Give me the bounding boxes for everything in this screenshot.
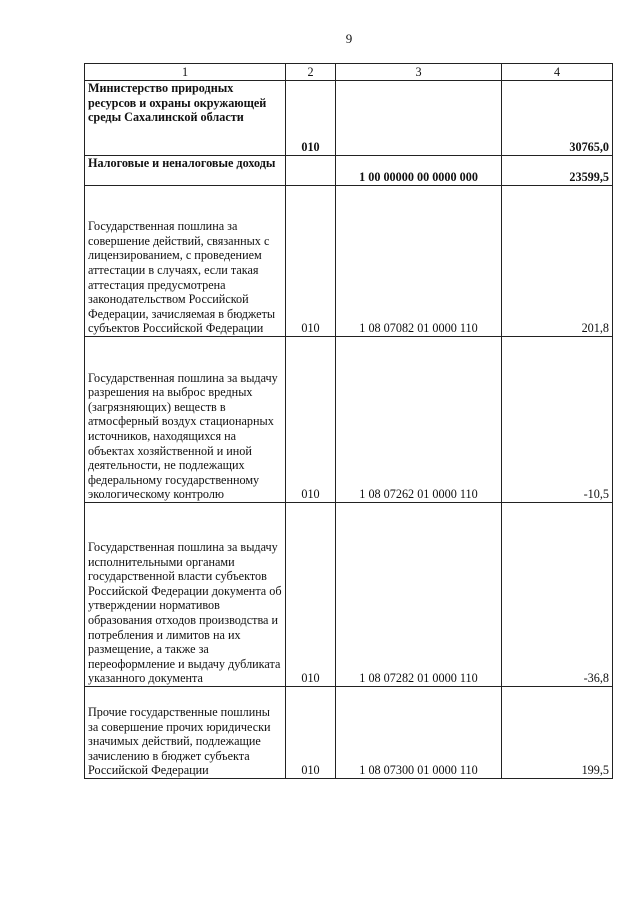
row-code: 010 xyxy=(286,687,336,779)
row-code: 010 xyxy=(286,186,336,337)
row-name: Налоговые и неналоговые доходы xyxy=(85,156,286,186)
column-header-2: 2 xyxy=(286,64,336,81)
table-header-row xyxy=(85,64,613,81)
table-row xyxy=(85,503,613,687)
row-kbk: 1 08 07282 01 0000 110 xyxy=(336,503,502,687)
row-amount: 199,5 xyxy=(502,687,613,779)
table-row xyxy=(85,337,613,503)
row-kbk: 1 08 07300 01 0000 110 xyxy=(336,687,502,779)
row-code: 010 xyxy=(286,503,336,687)
row-amount: 30765,0 xyxy=(502,81,613,156)
row-name: Государственная пошлина за совершение действий, связанных с лицензированием, с проведением аттестации в случаях, если такая аттестация предусмотрена законодательством Российской Федерации, зачисляемая в бюджеты субъектов Российской Федерации xyxy=(85,186,286,337)
row-name: Министерство природных ресурсов и охраны окружающей среды Сахалинской области xyxy=(85,81,286,156)
table-row xyxy=(85,186,613,337)
row-amount: -36,8 xyxy=(502,503,613,687)
row-amount: 201,8 xyxy=(502,186,613,337)
row-code: 010 xyxy=(286,337,336,503)
column-header-1: 1 xyxy=(85,64,286,81)
table-row xyxy=(85,687,613,779)
revenue-table xyxy=(84,63,613,779)
row-code xyxy=(286,156,336,186)
row-code: 010 xyxy=(286,81,336,156)
row-amount: -10,5 xyxy=(502,337,613,503)
row-amount: 23599,5 xyxy=(502,156,613,186)
column-header-3: 3 xyxy=(336,64,502,81)
column-header-4: 4 xyxy=(502,64,613,81)
row-name: Прочие государственные пошлины за совершение прочих юридически значимых действий, подлежащие зачислению в бюджет субъекта Российской Федерации xyxy=(85,687,286,779)
page-number: 9 xyxy=(345,31,353,46)
row-kbk: 1 08 07262 01 0000 110 xyxy=(336,337,502,503)
row-kbk: 1 00 00000 00 0000 000 xyxy=(336,156,502,186)
table-row-tax-revenue xyxy=(85,156,613,186)
row-name: Государственная пошлина за выдачу разрешения на выброс вредных (загрязняющих) веществ в атмосферный воздух стационарных источников, находящихся на объектах хозяйственной и иной деятельности, не подлежащих федеральному государственному экологическому контролю xyxy=(85,337,286,503)
row-kbk xyxy=(336,81,502,156)
row-name: Государственная пошлина за выдачу исполнительными органами государственной власти субъектов Российской Федерации документа об утверждении нормативов образования отходов производства и потребления и лимитов на их размещение, а также за переоформление и выдачу дубликата указанного документа xyxy=(85,503,286,687)
row-kbk: 1 08 07082 01 0000 110 xyxy=(336,186,502,337)
table-row-ministry xyxy=(85,81,613,156)
